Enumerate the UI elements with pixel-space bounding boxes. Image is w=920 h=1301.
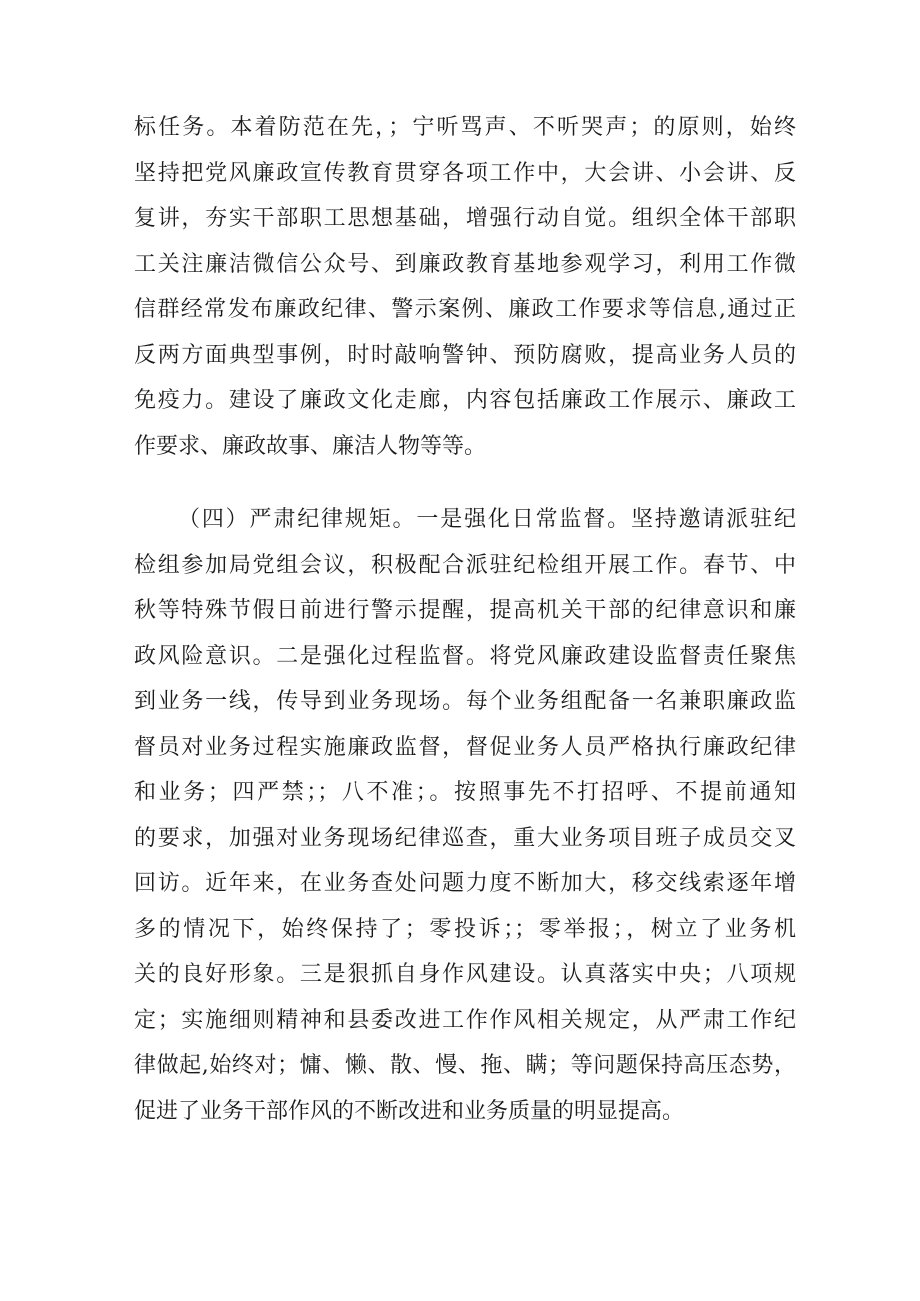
text-line: 关的良好形象。三是狠抓自身作风建设。认真落实中央；八项规 xyxy=(134,962,796,987)
paragraph-discipline xyxy=(134,497,796,1134)
text-line: 标任务。本着防范在先，；宁听骂声、不听哭声；的原则，始终 xyxy=(134,115,796,140)
text-line: 反两方面典型事例，时时敲响警钟、预防腐败，提高业务人员的 xyxy=(134,342,796,368)
text-line: 多的情况下，始终保持了；零投诉；；零举报；，树立了业务机 xyxy=(134,916,796,942)
text-line: 定；实施细则精神和县委改进工作作风相关规定，从严肃工作纪 xyxy=(134,1007,796,1033)
text-line: 回访。近年来，在业务查处问题力度不断加大，移交线索逐年增 xyxy=(134,871,796,896)
text-line: 秋等特殊节假日前进行警示提醒，提高机关干部的纪律意识和廉 xyxy=(134,598,796,623)
text-line: 工关注廉洁微信公众号、到廉政教育基地参观学习，利用工作微 xyxy=(134,251,796,277)
text-line: 坚持把党风廉政宣传教育贯穿各项工作中，大会讲、小会讲、反 xyxy=(134,160,796,186)
text-line: 到业务一线，传导到业务现场。每个业务组配备一名兼职廉政监 xyxy=(134,689,796,714)
text-line: 律做起,始终对；慵、懒、散、慢、拖、瞒；等问题保持高压态势， xyxy=(134,1053,796,1078)
text-line: 政风险意识。二是强化过程监督。将党风廉政建设监督责任聚焦 xyxy=(134,643,796,669)
text-line: 督员对业务过程实施廉政监督，督促业务人员严格执行廉政纪律 xyxy=(134,734,796,760)
text-line: （四）严肃纪律规矩。一是强化日常监督。坚持邀请派驻纪 xyxy=(178,507,796,532)
text-line: 信群经常发布廉政纪律、警示案例、廉政工作要求等信息,通过正 xyxy=(134,297,796,322)
paragraph-continued xyxy=(134,105,796,469)
text-line: 免疫力。建设了廉政文化走廊，内容包括廉政工作展示、廉政工 xyxy=(134,388,796,413)
text-line: 复讲，夯实干部职工思想基础，增强行动自觉。组织全体干部职 xyxy=(134,206,796,231)
text-line: 促进了业务干部作风的不断改进和业务质量的明显提高。 xyxy=(134,1098,685,1124)
text-line: 检组参加局党组会议，积极配合派驻纪检组开展工作。春节、中 xyxy=(134,552,796,578)
text-line: 和业务；四严禁；；八不准；。按照事先不打招呼、不提前通知 xyxy=(134,780,796,805)
text-line: 作要求、廉政故事、廉洁人物等等。 xyxy=(134,433,487,459)
text-line: 的要求，加强对业务现场纪律巡查，重大业务项目班子成员交叉 xyxy=(134,825,796,851)
